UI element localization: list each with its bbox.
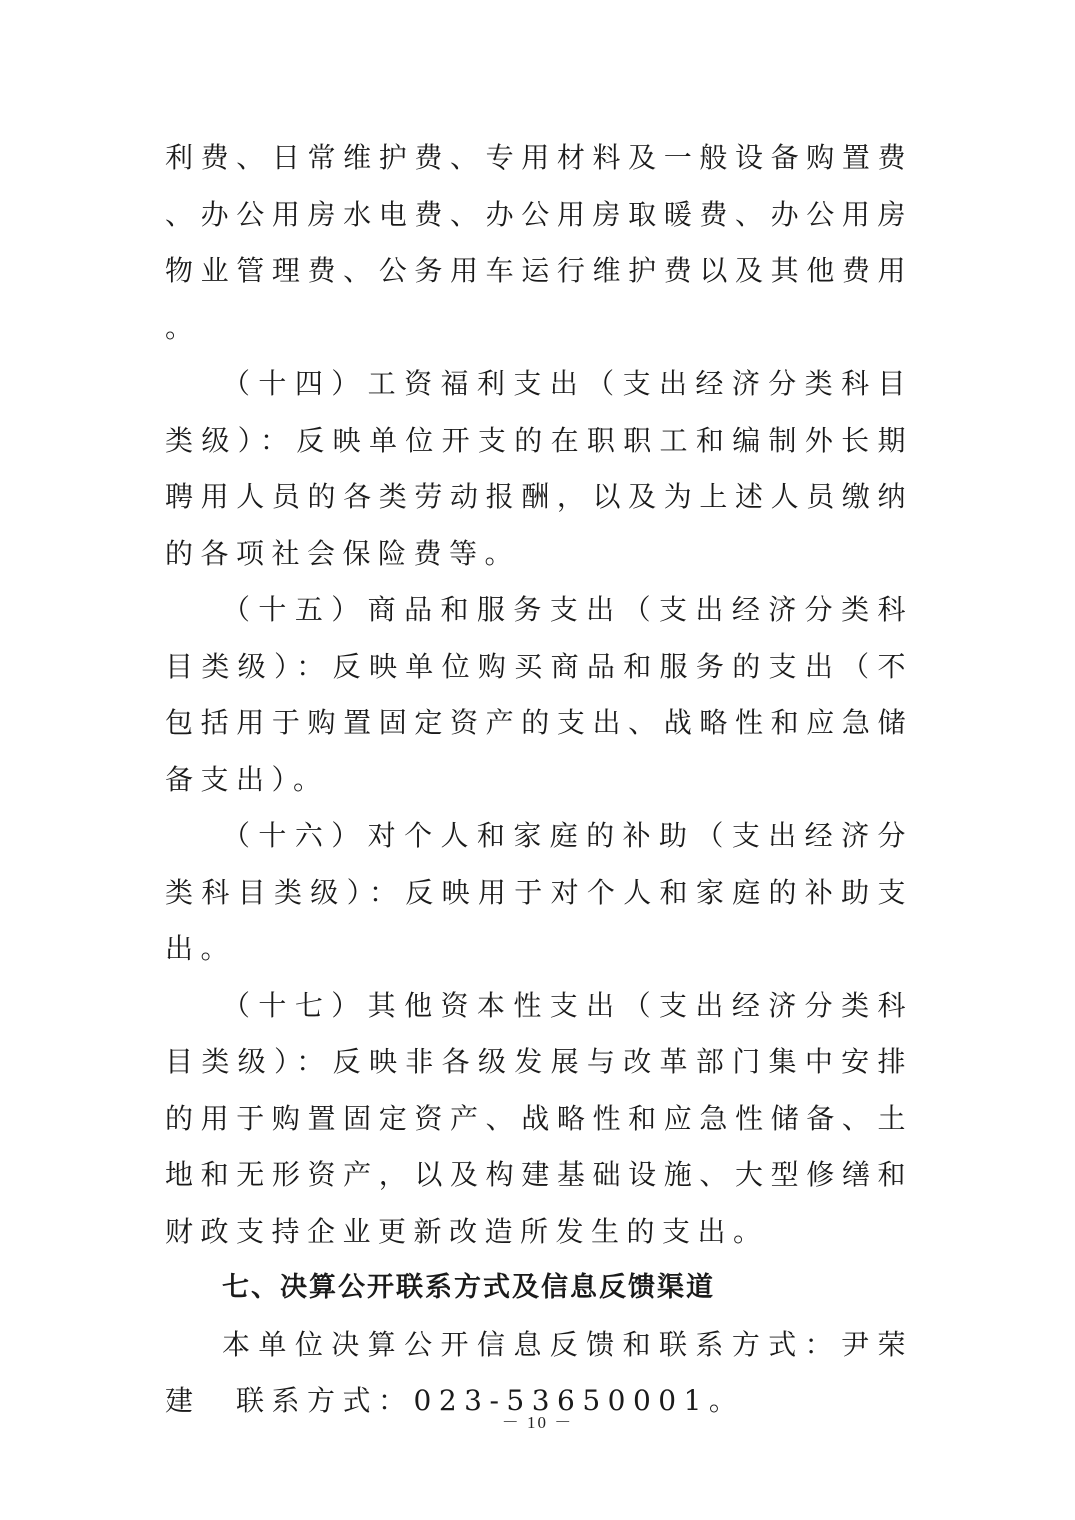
paragraph-item-17: （十七）其他资本性支出（支出经济分类科目类级）：反映非各级发展与改革部门集中安排的用于购置固定资产、战略性和应急性储备、土地和无形资产，以及构建基础设施、大型修缮和财政支持企业更新改造所发生的支出。 xyxy=(165,988,913,1248)
paragraph-item-15: （十五）商品和服务支出（支出经济分类科目类级）：反映单位购买商品和服务的支出（不包括用于购置固定资产的支出、战略性和应急储备支出）。 xyxy=(165,593,913,796)
document-body xyxy=(165,130,913,1430)
paragraph-item-14: （十四）工资福利支出（支出经济分类科目类级）：反映单位开支的在职职工和编制外长期聘用人员的各类劳动报酬，以及为上述人员缴纳的各项社会保险费等。 xyxy=(165,367,913,570)
page-number: － 10 － xyxy=(501,1413,574,1432)
section-heading: 七、决算公开联系方式及信息反馈渠道 xyxy=(222,1272,715,1303)
paragraph-continuation: 利费、日常维护费、专用材料及一般设备购置费、办公用房水电费、办公用房取暖费、办公用房物业管理费、公务用车运行维护费以及其他费用。 xyxy=(165,141,913,344)
paragraph-item-16: （十六）对个人和家庭的补助（支出经济分类科目类级）：反映用于对个人和家庭的补助支出。 xyxy=(165,819,913,965)
contact-paragraph: 本单位决算公开信息反馈和联系方式：尹荣建 联系方式：023-53650001。 xyxy=(165,1327,913,1417)
